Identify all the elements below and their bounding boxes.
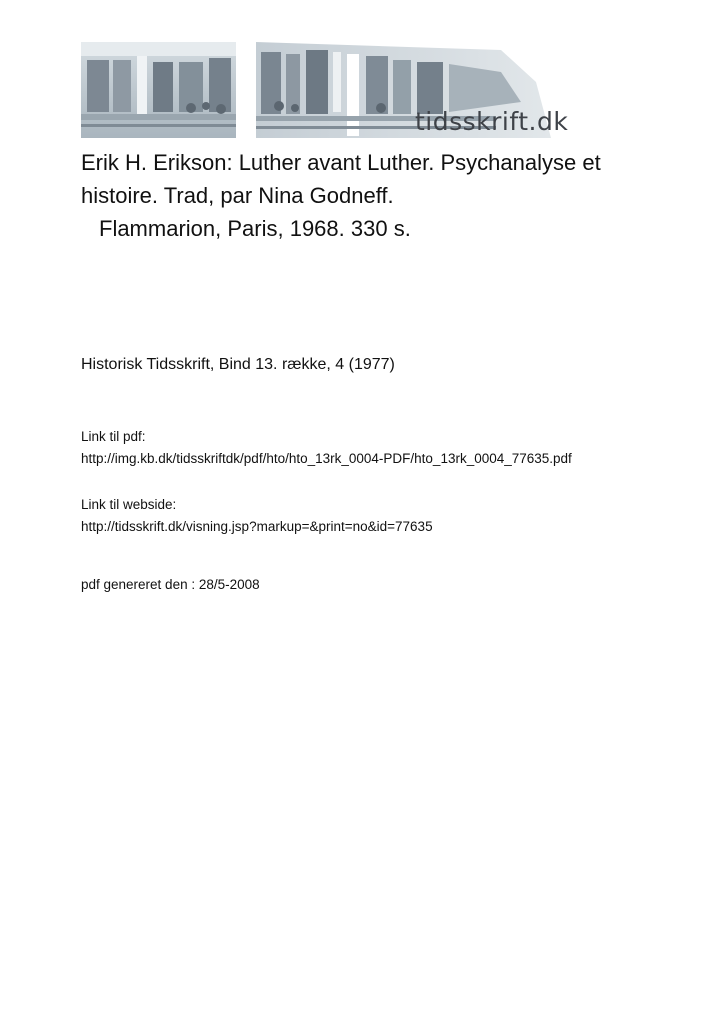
webpage-link-block xyxy=(81,494,433,538)
site-logo-text: tidsskrift.dk xyxy=(415,107,569,136)
pdf-link-label: Link til pdf: xyxy=(81,429,146,444)
title-line: Erik H. Erikson: Luther avant Luther. Psychanalyse et xyxy=(81,150,601,175)
webpage-link-label: Link til webside: xyxy=(81,497,177,512)
article-title xyxy=(81,146,681,245)
title-line: histoire. Trad, par Nina Godneff. xyxy=(81,183,394,208)
webpage-link-url[interactable]: http://tidsskrift.dk/visning.jsp?markup=&print=no&id=77635 xyxy=(81,519,433,534)
pdf-link-block xyxy=(81,426,572,470)
journal-source: Historisk Tidsskrift, Bind 13. række, 4 (1977) xyxy=(81,356,395,373)
pdf-link-url[interactable]: http://img.kb.dk/tidsskriftdk/pdf/hto/hto_13rk_0004-PDF/hto_13rk_0004_77635.pdf xyxy=(81,451,572,466)
title-line: Flammarion, Paris, 1968. 330 s. xyxy=(99,216,411,241)
generated-date xyxy=(81,574,260,596)
generated-date-text: pdf genereret den : 28/5-2008 xyxy=(81,577,260,592)
